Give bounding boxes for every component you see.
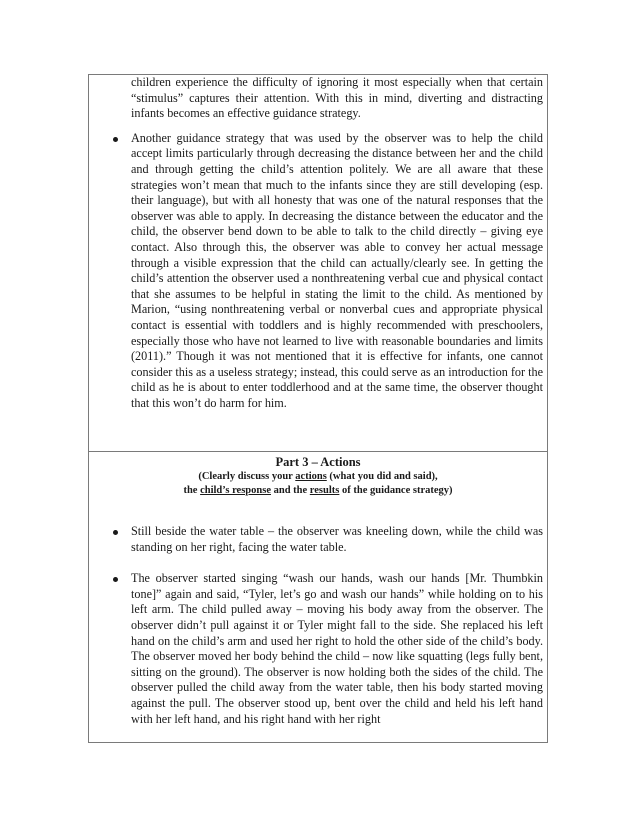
sub-underlined: child’s response <box>200 485 271 496</box>
sub-underlined: results <box>309 485 340 496</box>
part3-title: Part 3 – Actions <box>275 455 361 469</box>
part3-bullet-list <box>89 524 547 727</box>
continuation-paragraph: children experience the difficulty of ignoring it most especially when that certain “stimulus” captures their attention. With this in mind, diverting and distracting infants becomes an effective guidance strategy. <box>131 75 543 121</box>
document-table <box>88 74 548 743</box>
sub-text: and the <box>270 485 310 496</box>
bullet-icon <box>113 577 118 582</box>
sub-text: of the guidance strategy) <box>339 485 453 496</box>
sub-underlined: actions <box>295 471 327 482</box>
list-item <box>89 131 547 412</box>
bullet-icon <box>113 137 118 142</box>
list-item <box>89 571 547 727</box>
part3-cell <box>89 452 548 743</box>
part2-bullet-list <box>89 131 547 412</box>
bullet-text: The observer started singing “wash our hands, wash our hands [Mr. Thumbkin tone]” again and said, “Tyler, let’s go and wash our hands” while holding on to his left arm. The child pulled away – moving his body away from the observer. The observer didn’t pull against it or Tyler might fall to the side. She replaced his left hand on the child’s arm and used her right to hold the other side of the child’s body. The observer moved her body behind the child – now like squatting (legs fully bent, sitting on the ground). The observer is now holding both the sides of the child. The observer pulled the child away from the water table, then his body started moving against the pull. The observer stood up, bent over the child and held his left hand with her left hand, and his right hand with her right <box>131 571 543 726</box>
bullet-text: Another guidance strategy that was used by the observer was to help the child accept limits particularly through decreasing the distance between her and the child and through getting the child’s attention politely. We are all aware that these strategies won’t mean that much to the infants since they are still developing (esp. their language), but with all honesty that was one of the natural responses that the observer was able to apply. In decreasing the distance between the educator and the child, the observer bend down to be able to talk to the child directly – giving eye contact. Also through this, the observer was able to convey her actual message through a visible expression that the child can actually/clearly see. In getting the child’s attention the observer used a nonthreatening verbal cue and physical contact that she assumes to be helpful in stating the limit to the child. As mentioned by Marion, “using nonthreatening verbal or nonverbal cues and appropriate physical contact is essential with toddlers and is highly recommended with preschoolers, especially those who have not learned to live with reasonable boundaries and limits (2011).” Though it was not mentioned that it is effective for infants, one cannot consider this as a useless strategy; instead, this could serve as an introduction for the child as he is about to enter toddlerhood and at the same time, the observer thought that this won’t do harm for him. <box>131 130 543 410</box>
part3-subtitle-line2 <box>89 484 547 498</box>
part3-subtitle-line1 <box>89 470 547 484</box>
table-row <box>89 75 548 452</box>
table-row <box>89 452 548 743</box>
bullet-icon <box>113 530 118 535</box>
part2-cell <box>89 75 548 452</box>
sub-text: (what you did and said), <box>326 471 438 482</box>
part3-heading <box>89 454 547 498</box>
sub-text: the <box>183 485 201 496</box>
sub-text: (Clearly discuss your <box>198 471 296 482</box>
bullet-text: Still beside the water table – the observer was kneeling down, while the child was standing on her right, facing the water table. <box>131 524 543 554</box>
list-item <box>89 524 547 555</box>
